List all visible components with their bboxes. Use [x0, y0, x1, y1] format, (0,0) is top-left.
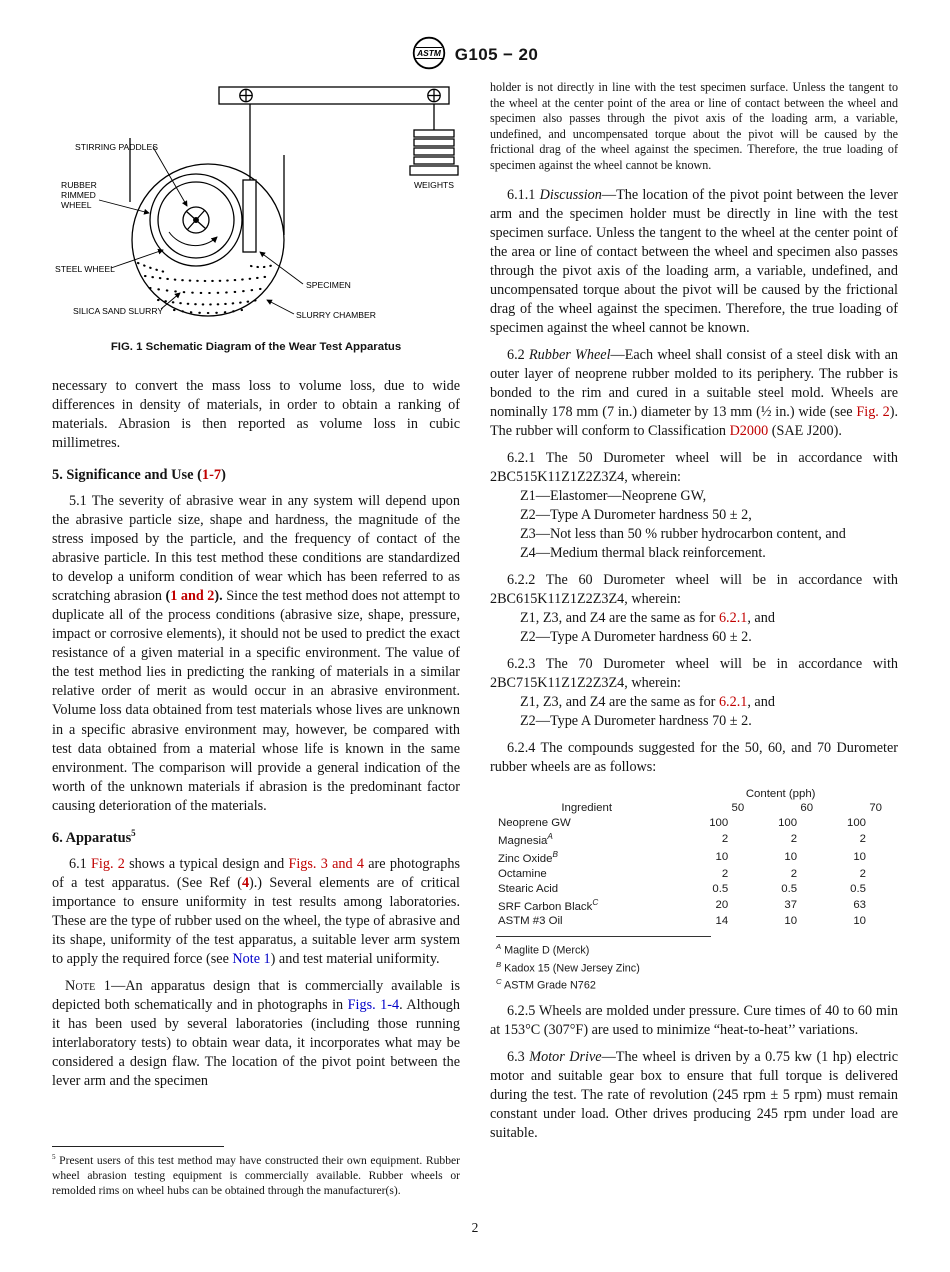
table-col-50: 50 [731, 802, 745, 815]
reference-link[interactable]: Figs. 3 and 4 [288, 855, 364, 872]
figure-label-weights: WEIGHTS [413, 180, 455, 190]
value-cell: 100 [846, 816, 866, 829]
text-segment: are photographs of a test apparatus. (See Ref ( [52, 855, 461, 891]
figure-label-steel-wheel: STEEL WHEEL [55, 264, 115, 274]
value-cell: 0.5 [712, 882, 729, 895]
figure-label-stirring-paddles: STIRRING PADDLES [75, 142, 158, 152]
text-segment: ) [221, 467, 226, 484]
value-cell: 2 [721, 867, 729, 880]
table-header-row-2 [496, 801, 884, 815]
footnote-rule [52, 1146, 224, 1147]
figure-label-slurry-chamber: SLURRY CHAMBER [296, 310, 376, 320]
ingredient-cell: Octamine [498, 867, 547, 880]
reference-link[interactable]: Figs. 1-4 [347, 996, 400, 1013]
weights-stack [410, 130, 458, 175]
reference-link[interactable]: 6.2.1 [718, 610, 748, 627]
value-cell: 2 [721, 833, 729, 846]
value-cell: 10 [853, 851, 866, 864]
text-segment: Z4—Medium thermal black reinforcement. [520, 545, 766, 562]
text-segment: Z1, Z3, and Z4 are the same as for [520, 610, 719, 627]
right-column [490, 80, 898, 1204]
text-segment: shows a typical design and [124, 855, 289, 872]
table-row [496, 881, 884, 896]
table-row [496, 914, 884, 929]
value-cell: 10 [784, 915, 798, 928]
table-col-70: 70 [869, 802, 882, 815]
astm-logo-text: ASTM [416, 47, 441, 58]
text-segment: Motor Drive [529, 1049, 602, 1066]
text-segment: Z2—Type A Durometer hardness 70 ± 2. [520, 713, 752, 730]
text-segment: Rubber Wheel [529, 346, 611, 363]
text-segment: —Each wheel shall consist of a steel disk with an outer layer of neoprene rubber molded to its periphery. The rubber is bonded to the rim and cured in a suitable steel mold. Wheels are nominally 178 mm (7 in.) diameter by 13 mm (½ in.) wide (see [490, 346, 898, 420]
paragraph-6-2-4: 6.2.4 The compounds suggested for the 50, 60, and 70 Durometer rubber wheels are as follows: [490, 740, 898, 776]
figure-1-caption: FIG. 1 Schematic Diagram of the Wear Test Apparatus [110, 341, 402, 353]
spec-line-z4 [490, 544, 898, 563]
text-segment: Z1—Elastomer—Neoprene GW, [520, 488, 707, 505]
table-content-header: Content (pph) [745, 788, 816, 801]
figure-label-specimen: SPECIMEN [306, 280, 351, 290]
text-segment: —The location of the pivot point between the lever arm and the specimen holder must be directly in line with the test specimen surface. Unless the tangent to the wheel at the center point of the area or line of contact between the wheel and specimen also passes through the pivot axis of the loading arm, a variable, undefined, and uncompensated torque about the pivot will be caused by the frictional drag of the wheel against the specimen. Therefore, the true loading of specimen against the wheel cannot be known. [490, 186, 898, 336]
paragraph-6-2-3 [490, 655, 898, 693]
figure-label-wheel: WHEEL [61, 200, 92, 210]
text-segment: —An apparatus design that is commercially available is depicted both schematically and in photographs in [52, 977, 461, 1013]
rotation-arrow [169, 232, 217, 246]
pivot-right-icon [428, 89, 440, 101]
value-cell: 37 [784, 898, 798, 911]
paragraph-continuation: necessary to convert the mass loss to volume loss, due to wide differences in density of materials, in order to obtain a ranking of materials. Abrasion is then reported as volume loss in cubic millimetres. [52, 378, 460, 452]
table-row [496, 866, 884, 881]
text-segment: Discussion [539, 186, 602, 203]
reference-link[interactable]: D2000 [729, 422, 769, 439]
page-number: 2 [471, 1220, 479, 1235]
value-cell: 0.5 [781, 882, 798, 895]
reference-link[interactable]: 1 and 2 [170, 588, 215, 605]
note-1 [52, 977, 460, 1091]
table-footnote-rule [496, 936, 711, 937]
reference-link[interactable]: Note 1 [232, 950, 271, 967]
text-segment: 5 [52, 1152, 56, 1161]
text-segment: Z2—Type A Durometer hardness 50 ± 2, [520, 507, 752, 524]
paragraph-5-1 [52, 492, 460, 816]
paragraph-6-1 [52, 855, 460, 969]
text-segment: Z3—Not less than 50 % rubber hydrocarbon content, and [520, 526, 846, 543]
text-segment: ). [214, 588, 223, 605]
table-footnotes [496, 941, 896, 994]
text-segment: ).) Several elements are of critical importance to ensure uniformity in test results among laboratories. These are the type of rubber used on the wheel, the type of abrasive and its shape, uniformity of the test apparatus, a suitable lever arm system to apply the required force (see [52, 874, 460, 967]
paragraph-6-2-2 [490, 571, 898, 609]
paragraph-6-3 [490, 1048, 898, 1143]
spec-line-623-2 [490, 712, 898, 731]
value-cell: 10 [784, 851, 798, 864]
table-footnote: $^B$ Kadox 15 (New Jersey Zinc) [496, 959, 640, 975]
ingredient-cell: Neoprene GW [498, 816, 571, 829]
value-cell: 14 [715, 915, 729, 928]
spec-line-623-1 [490, 693, 898, 712]
text-segment: Present users of this test method may have constructed their own equipment. Rubber wheel abrasion testing equipment is commercially available. Rubber wheels or remolded rims on wheel hubs can be obtained through the manufacturer(s). [52, 1153, 460, 1197]
table-row [496, 848, 884, 866]
value-cell: 10 [715, 851, 729, 864]
text-segment: 6.2.1 The 50 Durometer wheel will be in accordance with 2BC515K11Z1Z2Z3Z4, wherein: [490, 449, 898, 485]
value-cell: 2 [790, 833, 798, 846]
ingredient-cell: Magnesia$^A$ [498, 831, 553, 847]
reference-link[interactable]: 4 [241, 874, 250, 891]
text-segment: 6.2.3 The 70 Durometer wheel will be in accordance with 2BC715K11Z1Z2Z3Z4, wherein: [490, 656, 898, 692]
two-column-body [52, 80, 898, 1204]
ingredient-cell: ASTM #3 Oil [498, 915, 563, 928]
text-segment: . Although it has been used by several laboratories (including those running interlaboratory tests) to obtain wear data, it incorporates what may be considered a design flaw. The location of the pivot point between the lever arm and the specimen [52, 996, 460, 1089]
stirring-paddles-shape [183, 207, 209, 233]
table-row [496, 896, 884, 914]
text-segment: 5 [131, 827, 136, 838]
spec-line-622-2 [490, 628, 898, 647]
text-segment: Note 1 [65, 977, 112, 994]
figure-1 [52, 80, 460, 353]
figure-label-rimmed: RIMMED [61, 190, 96, 200]
ingredient-cell: SRF Carbon Black$^C$ [498, 897, 599, 913]
reference-link[interactable]: Fig. 2 [91, 855, 125, 872]
paragraph-6-2-1 [490, 449, 898, 487]
text-segment: Since the test method does not attempt to duplicate all of the process conditions (abrasive size, shape, pressure, impact or corrosive elements), it should not be used to predict the exact resistance of a given material in a specific environment. The value of the test method lies in predicting the ranking of materials in a similar relative order of merit as would occur in an abrasive environment. Volume loss data obtained from test materials whose lives are unknown in a specific abrasive environment may, however, be compared with test data obtained from a material whose life is known in the same environment. The comparison will provide a general indication of the worth of the unknown materials if abrasion is the predominant factor causing deterioration of the materials. [52, 588, 460, 814]
text-segment: Z1, Z3, and Z4 are the same as for [520, 694, 719, 711]
spec-line-z1 [490, 487, 898, 506]
text-segment: 6.1 [69, 855, 92, 872]
value-cell: 63 [853, 898, 866, 911]
figure-label-rubber: RUBBER [61, 180, 97, 190]
text-segment: ) and test material uniformity. [270, 950, 440, 967]
astm-logo [412, 36, 446, 75]
value-cell: 20 [715, 898, 729, 911]
text-segment: 6.2.2 The 60 Durometer wheel will be in accordance with 2BC615K11Z1Z2Z3Z4, wherein: [490, 572, 898, 608]
standard-designation: G105 − 20 [454, 45, 539, 64]
value-cell: 0.5 [850, 882, 866, 895]
specimen-shape [243, 180, 256, 252]
paragraph-6-2-5: 6.2.5 Wheels are molded under pressure. Cure times of 40 to 60 min at 153°C (307°F) are used to minimize “heat-to-heat’’ variations. [490, 1003, 898, 1039]
text-segment: 5. Significance and Use ( [52, 467, 202, 484]
lever-arm [219, 87, 449, 104]
table-body [496, 815, 884, 928]
paragraph-6-1-1 [490, 186, 898, 338]
ingredient-cell: Zinc Oxide$^B$ [498, 849, 558, 865]
text-segment: 6.3 [507, 1049, 530, 1066]
table-col-ingredient: Ingredient [561, 802, 612, 815]
note-1-continuation: holder is not directly in line with the test specimen surface. Unless the tangent to the wheel at the center point of the area or line of contact between the wheel and specimen also passes through the pivot axis of the loading arm, a variable, undefined, and uncompensated torque about the pivot will be caused by the frictional drag of the wheel against the specimen. Therefore, the true loading of specimen against the wheel cannot be known. [490, 80, 898, 172]
footnote-5 [52, 1146, 460, 1204]
text-segment: , and [747, 610, 775, 627]
figure-label-silica-sand-slurry: SILICA SAND SLURRY [73, 306, 164, 316]
ingredient-cell: Stearic Acid [498, 882, 559, 895]
spec-line-z3 [490, 525, 898, 544]
compound-table [496, 787, 896, 994]
table-col-60: 60 [800, 802, 814, 815]
value-cell: 2 [859, 833, 866, 846]
text-segment: 5.1 The severity of abrasive wear in any system will depend upon the abrasive particle size, shape and hardness, the magnitude of the stress imposed by the particle, and the frequency of contact of the abrasive particle. In this test method these conditions are standardized to develop a uniform condition of wear which has been referred to as scratching abrasion [52, 493, 460, 605]
pivot-left-icon [240, 89, 252, 101]
text-segment: , and [747, 694, 775, 711]
page-footer [52, 1204, 898, 1272]
value-cell: 10 [853, 915, 866, 928]
value-cell: 2 [859, 867, 866, 880]
text-segment: 6.2 [507, 346, 530, 363]
text-segment: 6.1.1 [507, 186, 540, 203]
table-footnote: $^A$ Maglite D (Merck) [496, 941, 590, 957]
spec-line-z2 [490, 506, 898, 525]
text-segment: 6. Apparatus [52, 829, 132, 846]
left-column [52, 80, 460, 1204]
table-row [496, 830, 884, 848]
value-cell: 2 [790, 867, 798, 880]
spec-line-622-1 [490, 609, 898, 628]
reference-link[interactable]: 6.2.1 [718, 694, 748, 711]
footnote-5-text [52, 1153, 460, 1198]
page-header [52, 34, 898, 76]
text-segment: ). The rubber will conform to Classification [490, 403, 898, 439]
table-row [496, 815, 884, 830]
text-segment: Z2—Type A Durometer hardness 60 ± 2. [520, 629, 752, 646]
reference-link[interactable]: 1-7 [201, 467, 222, 484]
reference-link[interactable]: Fig. 2 [856, 403, 890, 420]
text-segment: —The wheel is driven by a 0.75 kw (1 hp) electric motor and suitable gear box to ensure that full torque is delivered during the test. The rate of revolution (245 rpm ± 5 rpm) must remain constant under load. Other drives producing 245 rpm under load are suitable. [490, 1049, 898, 1142]
text-segment: ( [165, 588, 171, 605]
figure-1-schematic [53, 80, 459, 330]
table-header-row-1 [496, 787, 884, 801]
text-segment: (SAE J200). [768, 422, 842, 439]
value-cell: 100 [709, 816, 729, 829]
section-5-heading [52, 467, 460, 484]
table-footnote: $^C$ ASTM Grade N762 [496, 977, 596, 993]
value-cell: 100 [778, 816, 798, 829]
paragraph-6-2 [490, 346, 898, 441]
section-6-heading [52, 827, 460, 847]
